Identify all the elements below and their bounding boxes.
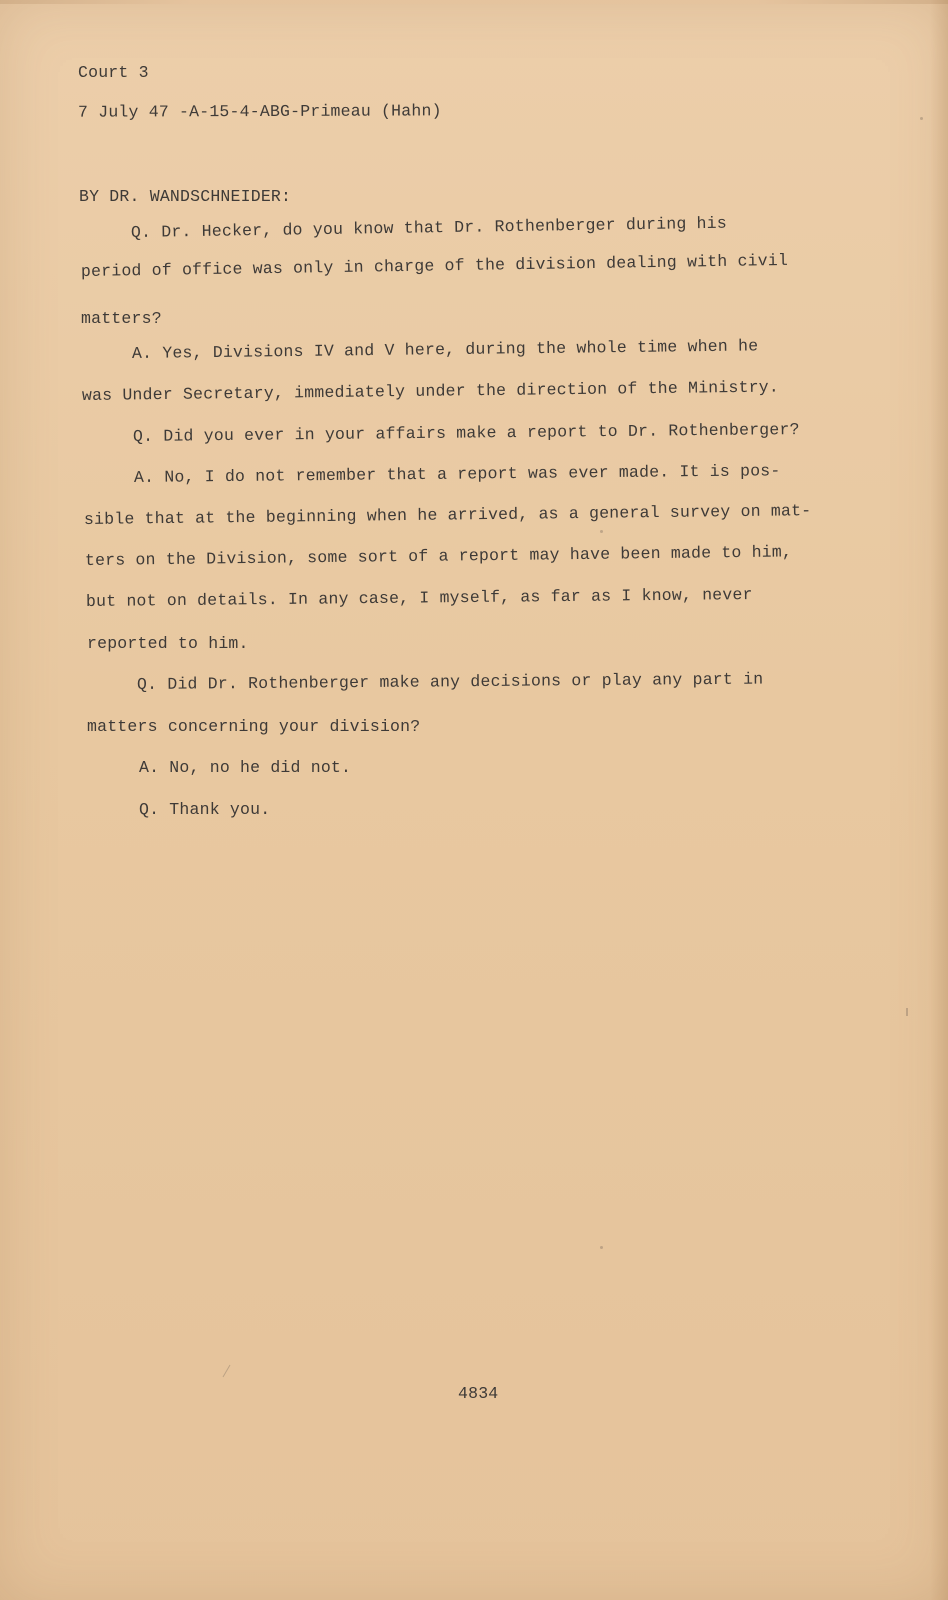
transcript-reference: 7 July 47 -A-15-4-ABG-Primeau (Hahn) — [77, 101, 442, 122]
paper-speck — [600, 1246, 603, 1249]
answer-line: A. Yes, Divisions IV and V here, during the whole time when he — [131, 336, 759, 363]
question-line: Q. Thank you. — [139, 800, 271, 819]
answer-line: A. No, I do not remember that a report was ever made. It is pos- — [133, 461, 781, 487]
question-line: matters concerning your division? — [87, 717, 421, 736]
answer-line: sible that at the beginning when he arrived, as a general survey on mat- — [83, 501, 812, 529]
answer-line: A. No, no he did not. — [139, 758, 352, 777]
answer-line: ters on the Division, some sort of a report may have been made to him, — [84, 542, 793, 570]
paper-speck — [600, 530, 603, 533]
court-label: Court 3 — [78, 63, 149, 82]
examiner-heading: BY DR. WANDSCHNEIDER: — [79, 187, 292, 206]
answer-line: reported to him. — [87, 634, 249, 653]
question-line: period of office was only in charge of the division dealing with civil — [80, 250, 789, 281]
paper-speck — [906, 1008, 908, 1016]
question-line: Q. Dr. Hecker, do you know that Dr. Rothenberger during his — [130, 213, 728, 242]
question-line: matters? — [81, 309, 162, 328]
page-number: 4834 — [458, 1384, 499, 1403]
answer-line: was Under Secretary, immediately under the direction of the Ministry. — [81, 377, 780, 405]
paper-speck — [223, 1365, 231, 1378]
answer-line: but not on details. In any case, I myself, as far as I know, never — [85, 585, 753, 611]
question-line: Q. Did you ever in your affairs make a report to Dr. Rothenberger? — [132, 420, 800, 446]
paper-speck — [920, 117, 923, 120]
question-line: Q. Did Dr. Rothenberger make any decisions or play any part in — [136, 669, 764, 694]
